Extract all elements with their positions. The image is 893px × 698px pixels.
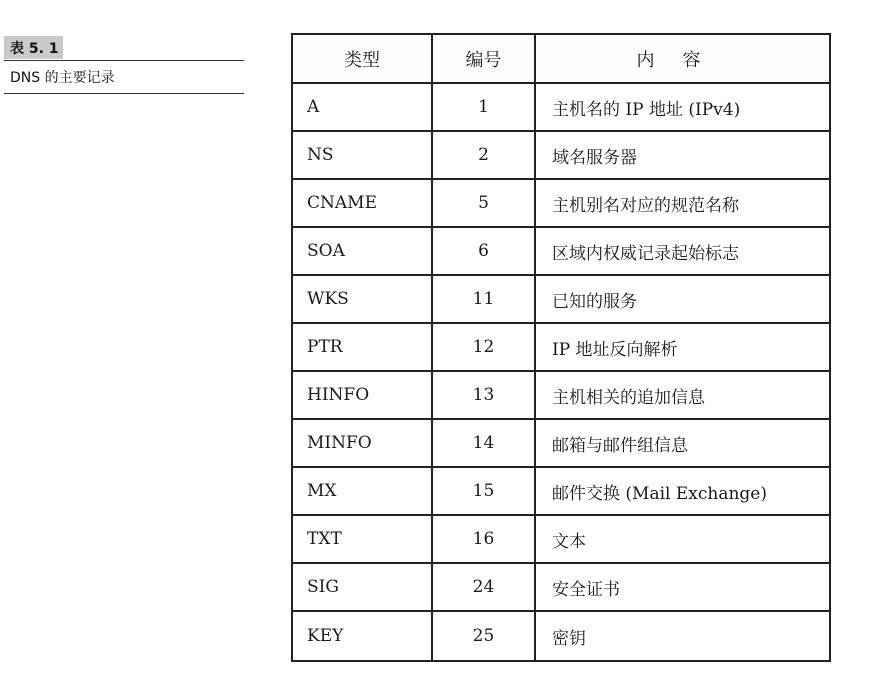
cell-type: A <box>292 83 432 131</box>
cell-type: KEY <box>292 611 432 661</box>
cell-content: 主机别名对应的规范名称 <box>535 179 830 227</box>
table-row <box>292 227 830 275</box>
cell-type: CNAME <box>292 179 432 227</box>
cell-content: 文本 <box>535 515 830 563</box>
table-header-row <box>292 34 830 83</box>
cell-number: 16 <box>432 515 535 563</box>
cell-number: 25 <box>432 611 535 661</box>
cell-content: 密钥 <box>535 611 830 661</box>
cell-content: 安全证书 <box>535 563 830 611</box>
cell-content: 已知的服务 <box>535 275 830 323</box>
caption-divider-bottom <box>4 93 244 94</box>
dns-records-table-container <box>291 33 831 662</box>
cell-number: 14 <box>432 419 535 467</box>
cell-type: HINFO <box>292 371 432 419</box>
table-row <box>292 371 830 419</box>
table-row <box>292 563 830 611</box>
dns-records-table <box>291 33 831 662</box>
header-type: 类型 <box>292 34 432 83</box>
cell-type: SIG <box>292 563 432 611</box>
cell-number: 5 <box>432 179 535 227</box>
header-number: 编号 <box>432 34 535 83</box>
table-row <box>292 131 830 179</box>
header-content: 内容 <box>535 34 830 83</box>
cell-number: 13 <box>432 371 535 419</box>
table-title: DNS 的主要记录 <box>10 70 115 86</box>
table-row <box>292 323 830 371</box>
table-row <box>292 83 830 131</box>
cell-content: 主机相关的追加信息 <box>535 371 830 419</box>
cell-type: SOA <box>292 227 432 275</box>
cell-number: 11 <box>432 275 535 323</box>
cell-content: 主机名的 IP 地址 (IPv4) <box>535 83 830 131</box>
table-row <box>292 419 830 467</box>
cell-content: 域名服务器 <box>535 131 830 179</box>
cell-content: IP 地址反向解析 <box>535 323 830 371</box>
table-caption <box>4 36 244 94</box>
cell-type: MX <box>292 467 432 515</box>
cell-content: 邮箱与邮件组信息 <box>535 419 830 467</box>
table-row <box>292 515 830 563</box>
cell-type: MINFO <box>292 419 432 467</box>
cell-content: 邮件交换 (Mail Exchange) <box>535 467 830 515</box>
cell-number: 6 <box>432 227 535 275</box>
cell-type: TXT <box>292 515 432 563</box>
cell-type: NS <box>292 131 432 179</box>
cell-number: 1 <box>432 83 535 131</box>
cell-number: 2 <box>432 131 535 179</box>
table-row <box>292 611 830 661</box>
cell-type: PTR <box>292 323 432 371</box>
table-number-label: 表 5. 1 <box>4 36 63 59</box>
cell-number: 15 <box>432 467 535 515</box>
cell-number: 12 <box>432 323 535 371</box>
table-row <box>292 275 830 323</box>
table-row <box>292 467 830 515</box>
table-row <box>292 179 830 227</box>
cell-content: 区域内权威记录起始标志 <box>535 227 830 275</box>
cell-type: WKS <box>292 275 432 323</box>
cell-number: 24 <box>432 563 535 611</box>
